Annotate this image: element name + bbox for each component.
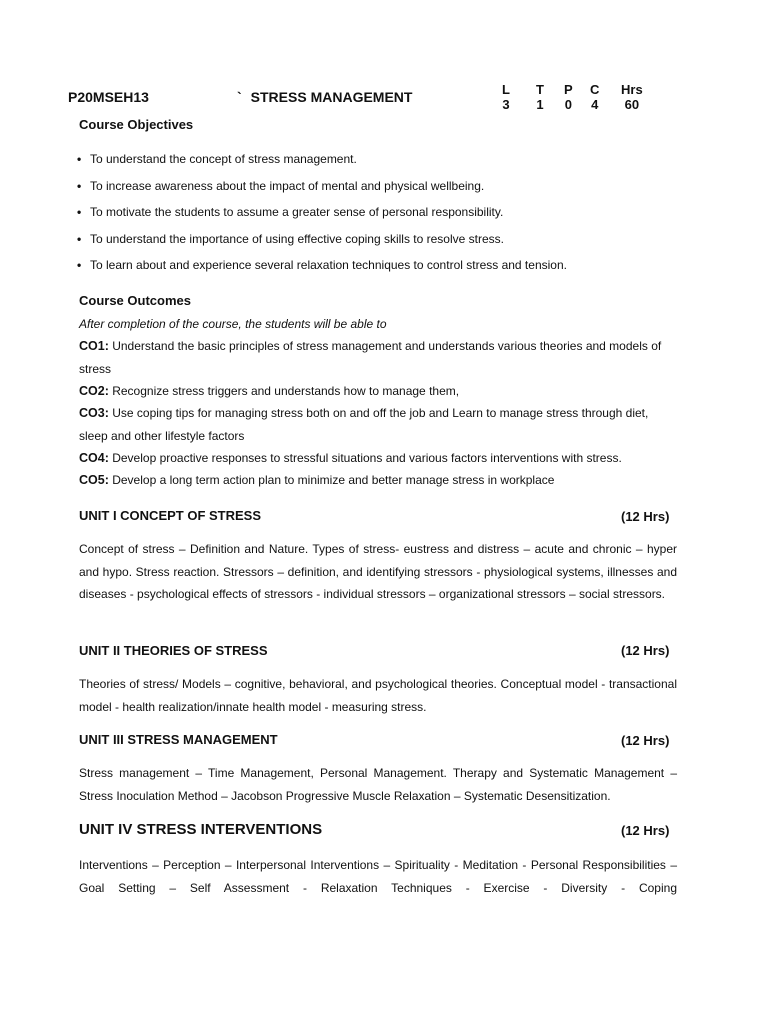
outcome-co2: CO2: Recognize stress triggers and understands how to manage them, — [79, 384, 460, 398]
list-item: • To learn about and experience several relaxation techniques to control stress and tension. — [77, 258, 567, 272]
unit-4-title: UNIT IV STRESS INTERVENTIONS — [79, 821, 323, 838]
credit-p: P 0 — [564, 82, 573, 112]
bullet-icon: • — [77, 231, 82, 246]
credit-l: L 3 — [502, 82, 510, 112]
list-item: • To understand the concept of stress management. — [77, 152, 357, 166]
unit-4-body: Interventions – Perception – Interpersonal Interventions – Spirituality - Meditation - Personal Responsibilities – Goal Setting – Self Assessment - Relaxation Techniques - Exercise - Diversity - Coping — [79, 858, 677, 895]
unit-2-hours: (12 Hrs) — [621, 643, 670, 658]
unit-1-hours: (12 Hrs) — [621, 509, 670, 524]
outcome-co1: CO1: Understand the basic principles of stress management and understands various theories and models of stress — [79, 339, 662, 376]
outcome-co5: CO5: Develop a long term action plan to minimize and better manage stress in workplace — [79, 473, 555, 487]
outcome-co3: CO3: Use coping tips for managing stress both on and off the job and Learn to manage stress through diet, sleep and other lifestyle factors — [79, 406, 649, 443]
course-code: P20MSEH13 — [68, 89, 149, 105]
unit-2-title: UNIT II THEORIES OF STRESS — [79, 643, 268, 658]
outcomes-heading: Course Outcomes — [79, 293, 191, 308]
unit-3-title: UNIT III STRESS MANAGEMENT — [79, 732, 278, 747]
objectives-list — [77, 150, 697, 283]
outcome-co4: CO4: Develop proactive responses to stressful situations and various factors interventions with stress. — [79, 451, 622, 465]
unit-4-hours: (12 Hrs) — [621, 823, 670, 838]
bullet-icon: • — [77, 205, 82, 219]
objectives-heading: Course Objectives — [79, 117, 194, 132]
list-item: • To increase awareness about the impact of mental and physical wellbeing. — [77, 178, 485, 193]
outcomes-intro: After completion of the course, the students will be able to — [79, 317, 387, 331]
unit-1-title: UNIT I CONCEPT OF STRESS — [79, 508, 262, 523]
credit-hrs: Hrs 60 — [621, 82, 643, 112]
course-title-block — [237, 89, 412, 105]
credit-c: C 4 — [590, 82, 600, 112]
list-item: • To motivate the students to assume a greater sense of personal responsibility. — [77, 205, 504, 219]
bullet-icon: • — [77, 258, 82, 272]
course-title: STRESS MANAGEMENT — [250, 89, 413, 105]
list-item: • To understand the importance of using effective coping skills to resolve stress. — [77, 231, 504, 246]
credit-t: T 1 — [536, 82, 544, 112]
stray-mark: ` — [237, 89, 242, 105]
unit-3-body: Stress management – Time Management, Personal Management. Therapy and Systematic Management – Stress Inoculation Method – Jacobson Progressive Muscle Relaxation – Systematic Desensitization. — [79, 766, 677, 803]
unit-3-hours: (12 Hrs) — [621, 733, 670, 748]
bullet-icon: • — [77, 178, 82, 193]
bullet-icon: • — [77, 152, 82, 166]
unit-2-body: Theories of stress/ Models – cognitive, behavioral, and psychological theories. Conceptual model - transactional model - health realization/innate health model - measuring stress. — [79, 677, 677, 714]
unit-1-body: Concept of stress – Definition and Nature. Types of stress- eustress and distress – acute and chronic – hyper and hypo. Stress reaction. Stressors – definition, and identifying stressors - physiological systems, illnesses and diseases - psychological effects of stressors - individual stressors – organizational stressors – social stressors. — [79, 542, 677, 601]
